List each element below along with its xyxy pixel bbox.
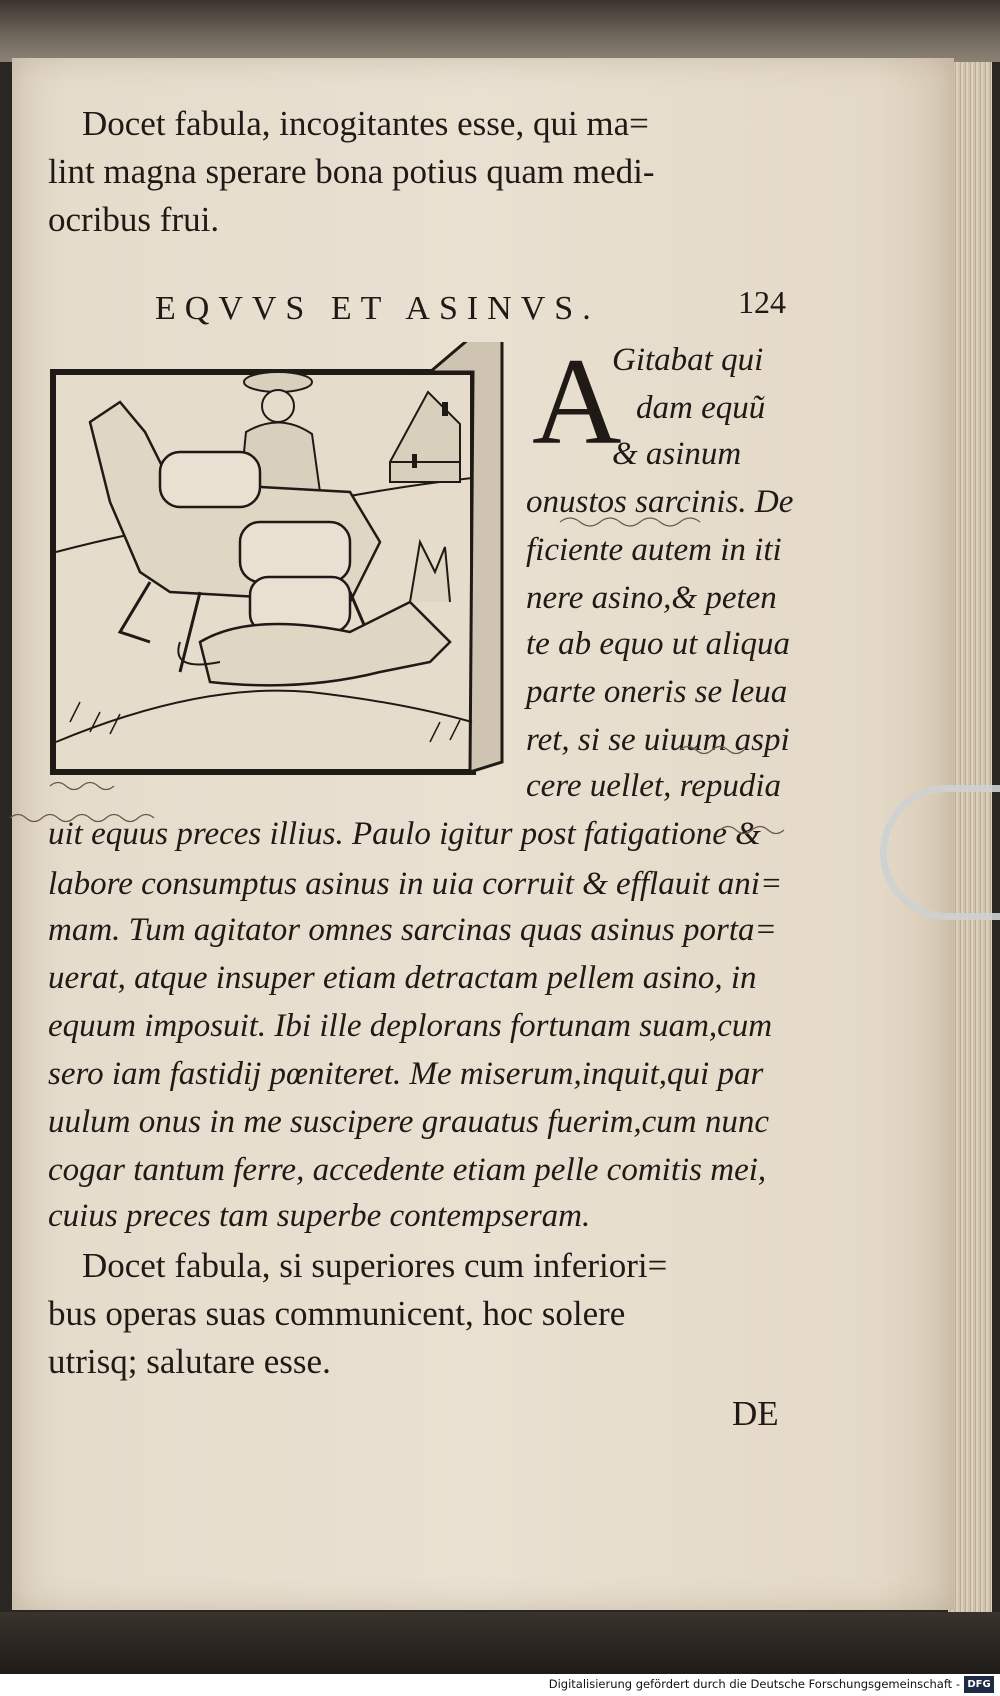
body-line-1: uit equus preces illius. Paulo igitur post fatigatione & xyxy=(48,816,761,852)
top-moral-line-2: lint magna sperare bona potius quam medi- xyxy=(48,152,655,191)
footer-bar xyxy=(0,1674,1000,1696)
body-line-6: sero iam fastidij pœniteret. Me miserum,inquit,qui par xyxy=(48,1056,764,1092)
top-moral-line-3: ocribus frui. xyxy=(48,200,220,239)
wrap-line-10: cere uellet, repudia xyxy=(526,768,782,804)
body-line-2: labore consumptus asinus in uia corruit & efflauit ani= xyxy=(48,866,783,902)
body-line-5: equum imposuit. Ibi ille deplorans fortunam suam,cum xyxy=(48,1008,773,1044)
bottom-moral-line-3: utrisq; salutare esse. xyxy=(48,1342,331,1381)
body-line-4: uerat, atque insuper etiam detractam pellem asino, in xyxy=(48,960,757,996)
book-bottom-edge xyxy=(0,1612,1000,1674)
wrap-line-7: te ab equo ut aliqua xyxy=(526,626,790,662)
body-line-8: cogar tantum ferre, accedente etiam pelle comitis mei, xyxy=(48,1152,767,1188)
wrap-line-2: dam equũ xyxy=(636,390,766,426)
wrap-line-1: Gitabat qui xyxy=(612,342,764,378)
wrap-line-4: onustos sarcinis. De xyxy=(526,484,794,520)
wrap-line-8: parte oneris se leua xyxy=(526,674,788,710)
dfg-logo: DFG xyxy=(964,1676,994,1693)
fable-heading: EQVVS ET ASINVS. xyxy=(155,290,600,327)
wrap-line-6: nere asino,& peten xyxy=(526,580,777,616)
footer-credit: Digitalisierung gefördert durch die Deutsche Forschungsgemeinschaft - xyxy=(548,1677,960,1691)
drop-cap: A xyxy=(532,333,622,470)
handwritten-annotations xyxy=(0,500,800,880)
wrap-line-5: ficiente autem in iti xyxy=(526,532,782,568)
book-top-edge xyxy=(0,0,1000,62)
body-line-9: cuius preces tam superbe contempseram. xyxy=(48,1198,591,1234)
body-line-3: mam. Tum agitator omnes sarcinas quas asinus porta= xyxy=(48,912,777,948)
bottom-moral-line-2: bus operas suas communicent, hoc solere xyxy=(48,1294,626,1333)
bottom-moral-line-1: Docet fabula, si superiores cum inferiori= xyxy=(82,1246,668,1285)
wrap-line-3: & asinum xyxy=(612,436,742,472)
body-line-7: uulum onus in me suscipere grauatus fuerim,cum nunc xyxy=(48,1104,770,1140)
page-number: 124 xyxy=(738,284,786,320)
catchword: DE xyxy=(732,1394,779,1433)
wrap-line-9: ret, si se uiuum aspi xyxy=(526,722,790,758)
top-moral-line-1: Docet fabula, incogitantes esse, qui ma= xyxy=(82,104,649,143)
